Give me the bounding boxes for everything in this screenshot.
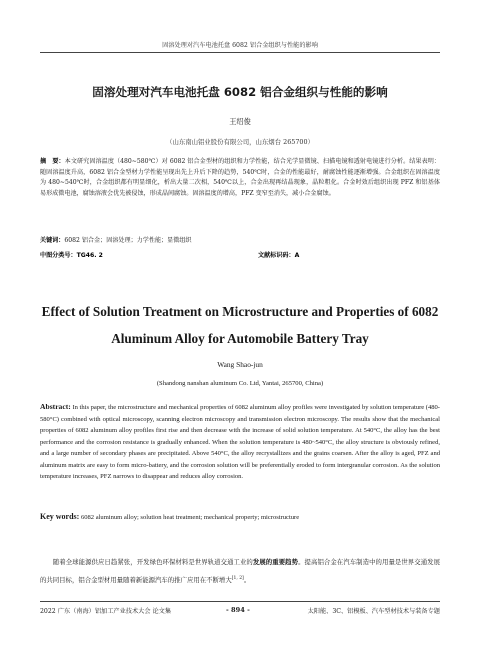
intro-text-start: 随着全球能源供应日趋紧张，开发绿色环保材料是世界轨道交通工业的 bbox=[52, 558, 253, 566]
citation-ref: [1, 2] bbox=[231, 575, 244, 581]
english-abstract bbox=[40, 401, 440, 483]
running-head: 固溶处理对汽车电池托盘 6082 铝合金组织与性能的影响 bbox=[162, 42, 318, 49]
chinese-keywords-text: 6082 铝合金；固溶处理；力学性能；显微组织 bbox=[64, 237, 192, 244]
chinese-keywords-label: 关键词： bbox=[40, 237, 65, 244]
english-affiliation: (Shandong nanshan aluminum Co. Ltd, Yantai, 265700, China) bbox=[156, 380, 324, 387]
chinese-keywords bbox=[40, 235, 440, 244]
classification-label: 中图分类号： bbox=[40, 252, 77, 259]
chinese-author: 王绍俊 bbox=[229, 117, 251, 126]
intro-bold-phrase: 发展的重要趋势 bbox=[252, 558, 299, 566]
english-title: Effect of Solution Treatment on Microstructure and Properties of 6082 Aluminum Alloy for Automobile Battery Tray bbox=[41, 304, 439, 346]
chinese-affiliation: （山东南山铝业股份有限公司，山东烟台 265700） bbox=[166, 138, 314, 146]
english-author: Wang Shao-jun bbox=[217, 360, 263, 369]
english-abstract-text: In this paper, the microstructure and mechanical properties of 6082 aluminum alloy profiles were investigated by solution temperature (480-580°C) combined with optical microscopy, scanning electron microscopy and transmission electron microscopy. The results show that the mechanical properties of 6082 aluminum alloy profiles first rise and then decrease with the increase of solid solution temperature. At 540°C, the alloy has the best performance and the corrosion resistance is gradually enhanced. When the solution temperature is 480~540°C, the alloy structure is obviously refined, and a large number of secondary phases are precipitated. Above 540°C, the alloy recrystallizes and the grains coarsen. After the alloy is aged, PFZ and aluminum matrix are easy to form micro-battery, and the corrosion solution will be preferentially eroded to form intergranular corrosion. As the solution temperature increases, PFZ narrows to disappear and reduces alloy corrosion. bbox=[40, 404, 440, 480]
footer-proceedings: 2022 广东（南海）铝加工产业技术大会 论文集 bbox=[40, 608, 172, 615]
document-code bbox=[258, 250, 299, 259]
introduction-paragraph bbox=[40, 554, 440, 588]
english-abstract-label: Abstract: bbox=[40, 402, 71, 411]
classification-value: TG46. 2 bbox=[76, 252, 103, 259]
chinese-abstract bbox=[40, 157, 440, 199]
footer-rule bbox=[40, 601, 440, 602]
page-number: - 894 - bbox=[226, 606, 250, 614]
document-code-value: A bbox=[294, 252, 300, 259]
intro-text-end: 。 bbox=[243, 575, 251, 584]
english-keywords bbox=[40, 512, 440, 521]
document-code-label: 文献标识码： bbox=[258, 252, 295, 259]
chinese-abstract-label: 摘 要： bbox=[40, 158, 65, 165]
header-rule bbox=[40, 52, 440, 53]
english-keywords-label: Key words: bbox=[40, 512, 80, 521]
english-keywords-text: 6082 aluminum alloy; solution heat treatment; mechanical property; microstructure bbox=[80, 514, 300, 521]
chinese-abstract-text: 本文研究固溶温度（480~580℃）对 6082 铝合金型材的组织和力学性能，结合光学显微镜、扫描电镜和透射电镜进行分析。结果表明：随固溶温度升高，6082 铝合金型材力学性能呈现出先上升后下降的趋势，540℃时，合金的性能最好，耐腐蚀性能逐渐增强。合金组织在固溶温度为 480~540℃时，合金组织都有明显细化，析出大量二次相，540℃以上，合金出现再结晶现象，晶粒粗化。合金时效后组织出现 PFZ 和铝基体易形成微电池，腐蚀溶液会优先被侵蚀，形成晶间腐蚀。固溶温度的增高，PFZ 变窄至消失，减小合金腐蚀。 bbox=[40, 158, 441, 197]
intro-text-rest: 。提高铝合金在汽车制造中的用量是世界交通发展的共同目标，铝合金型材用量随着新能源汽车的推广应用在不断增大 bbox=[40, 558, 441, 584]
classification-number bbox=[40, 250, 103, 259]
chinese-title: 固溶处理对汽车电池托盘 6082 铝合金组织与性能的影响 bbox=[92, 85, 388, 99]
footer-topic: 太阳能、3C、铝模板、汽车型材技术与装备专题 bbox=[307, 608, 440, 615]
